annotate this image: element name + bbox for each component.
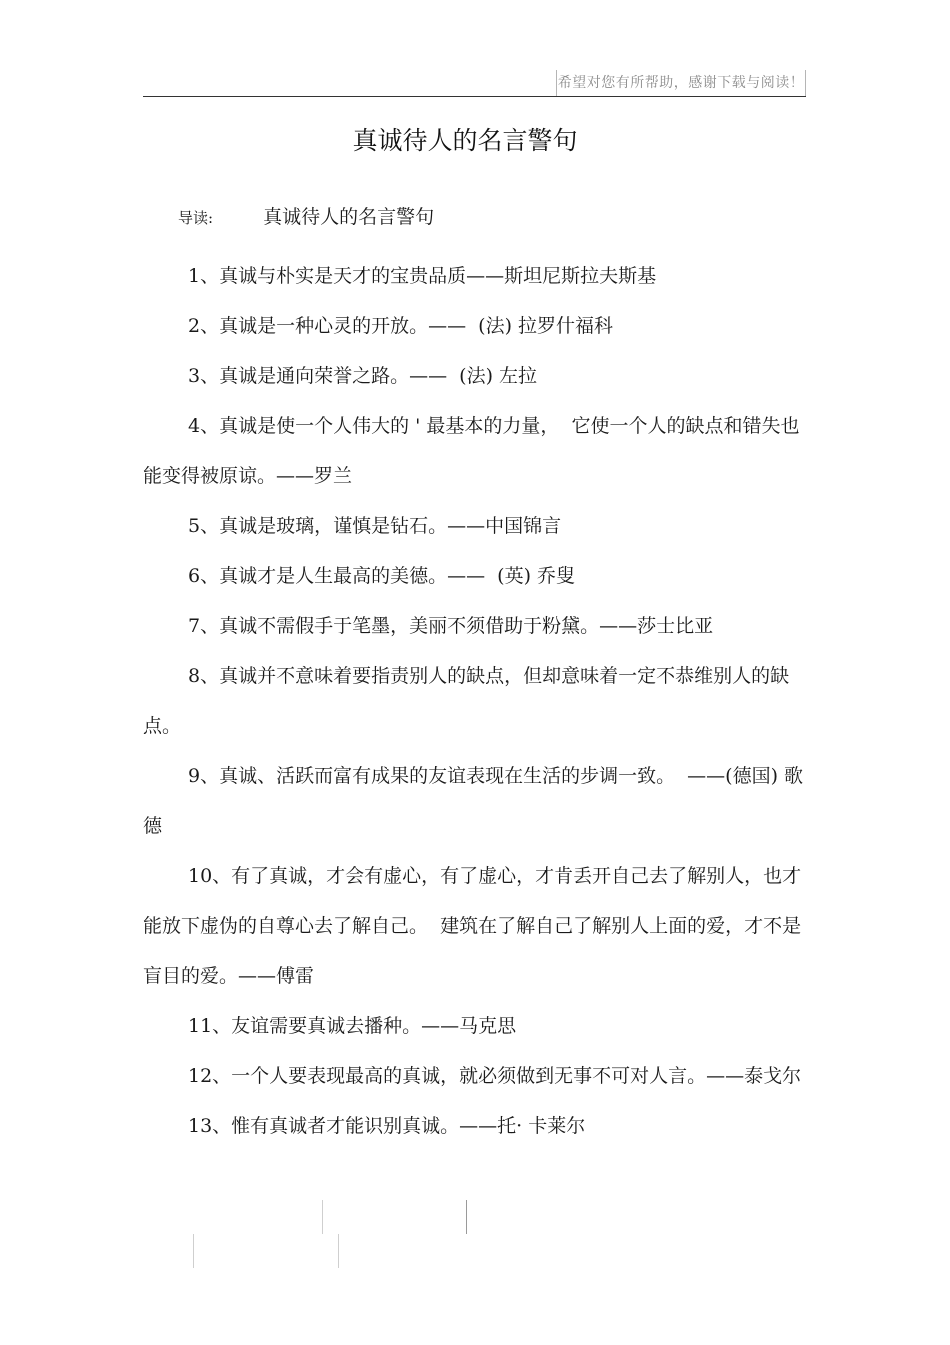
scan-artifact-line [338, 1234, 339, 1268]
quote-item: 10、有了真诚，才会有虚心，有了虚心，才肯丢开自己去了解别人，也才能放下虚伪的自尊心去了解自己。 建筑在了解自己了解别人上面的爱，才不是盲目的爱。——傅雷 [143, 865, 802, 987]
scan-artifact-line [322, 1200, 323, 1234]
quote-item: 2、真诚是一种心灵的开放。—— (法) 拉罗什福科 [188, 315, 614, 337]
scan-artifact-line [466, 1200, 467, 1234]
intro-label: 导读: [178, 209, 214, 227]
quote-item: 6、真诚才是人生最高的美德。—— (英) 乔叟 [188, 565, 576, 587]
quote-item: 13、惟有真诚者才能识别真诚。——托· 卡莱尔 [188, 1115, 586, 1137]
header-note: 希望对您有所帮助，感谢下载与阅读！ [556, 70, 806, 96]
document-title: 真诚待人的名言警句 [352, 126, 578, 155]
quote-item: 1、真诚与朴实是天才的宝贵品质——斯坦尼斯拉夫斯基 [188, 265, 657, 287]
quote-item: 4、真诚是使一个人伟大的 ' 最基本的力量， 它使一个人的缺点和错失也能变得被原谅。——罗兰 [143, 415, 800, 487]
intro-text: 真诚待人的名言警句 [263, 206, 435, 228]
scan-artifact-line [193, 1234, 194, 1268]
quote-item: 9、真诚、活跃而富有成果的友谊表现在生活的步调一致。 ——(德国) 歌德 [143, 765, 804, 837]
header-rule [143, 96, 806, 97]
quote-item: 3、真诚是通向荣誉之路。—— (法) 左拉 [188, 365, 538, 387]
quote-item: 8、真诚并不意味着要指责别人的缺点，但却意味着一定不恭维别人的缺点。 [143, 665, 790, 737]
quote-item: 5、真诚是玻璃，谨慎是钻石。——中国锦言 [188, 515, 562, 537]
quote-item: 11、友谊需要真诚去播种。——马克思 [188, 1015, 517, 1037]
quote-item: 7、真诚不需假手于笔墨，美丽不须借助于粉黛。——莎士比亚 [188, 615, 714, 637]
intro-line [178, 201, 434, 233]
quote-item: 12、一个人要表现最高的真诚，就必须做到无事不可对人言。——泰戈尔 [188, 1065, 802, 1087]
quote-list [143, 251, 809, 1151]
